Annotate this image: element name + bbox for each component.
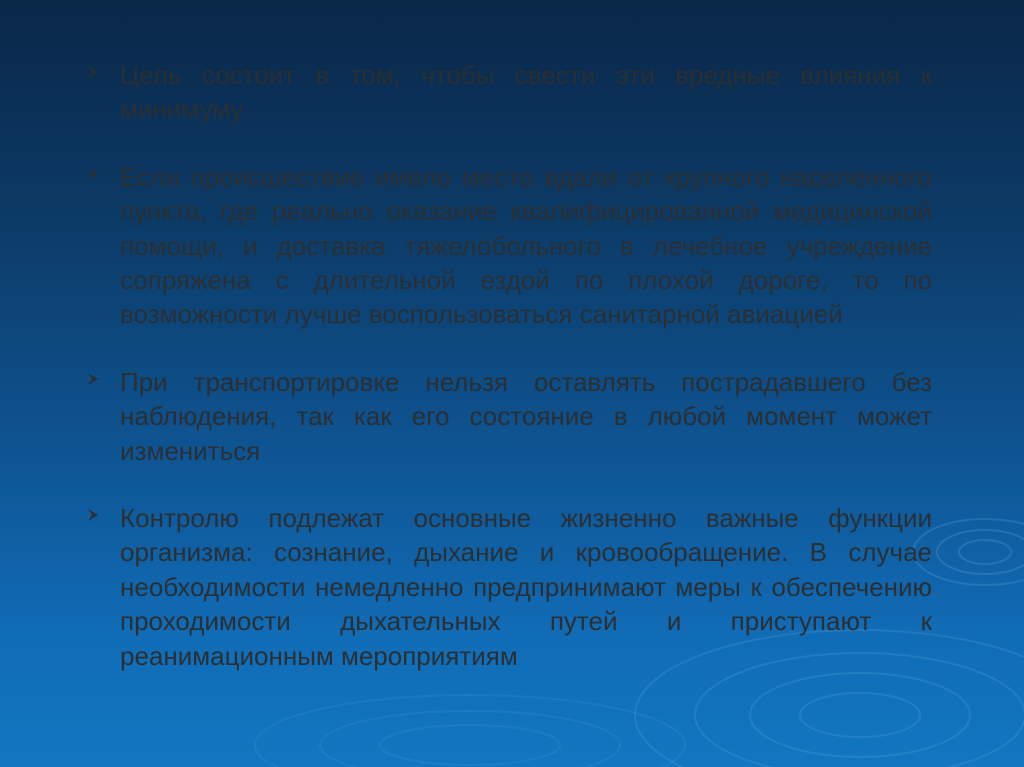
bullet-list — [86, 58, 932, 706]
arrowhead-bullet-icon — [86, 508, 100, 522]
arrowhead-bullet-icon — [86, 167, 100, 181]
arrowhead-bullet-icon — [86, 65, 100, 79]
bullet-text: Цель состоит в том, чтобы свести эти вредные влияния к минимуму — [120, 60, 932, 125]
bullet-text: Если происшествие имело место вдали от крупного населенного пункта, где реально оказание квалифицированной медицинской помощи, и доставка тяжелобольного в лечебное учреждение сопряжена с длительной ездой по плохой дороге, то по возможности лучше воспользоваться санитарной авиацией — [120, 161, 932, 330]
bullet-text: При транспортировке нельзя оставлять пострадавшего без наблюдения, так как его состояние в любой момент может измениться — [120, 366, 932, 466]
bullet-item — [86, 501, 932, 673]
bullet-text: Контролю подлежат основные жизненно важные функции организма: сознание, дыхание и кровообращение. В случае необходимости немедленно предпринимают меры к обеспечению проходимости дыхательных путей и приступают к реанимационным мероприятиям — [120, 503, 932, 671]
bullet-item — [86, 58, 932, 127]
arrowhead-bullet-icon — [86, 372, 100, 386]
bullet-item — [86, 160, 932, 332]
bullet-item — [86, 365, 932, 468]
